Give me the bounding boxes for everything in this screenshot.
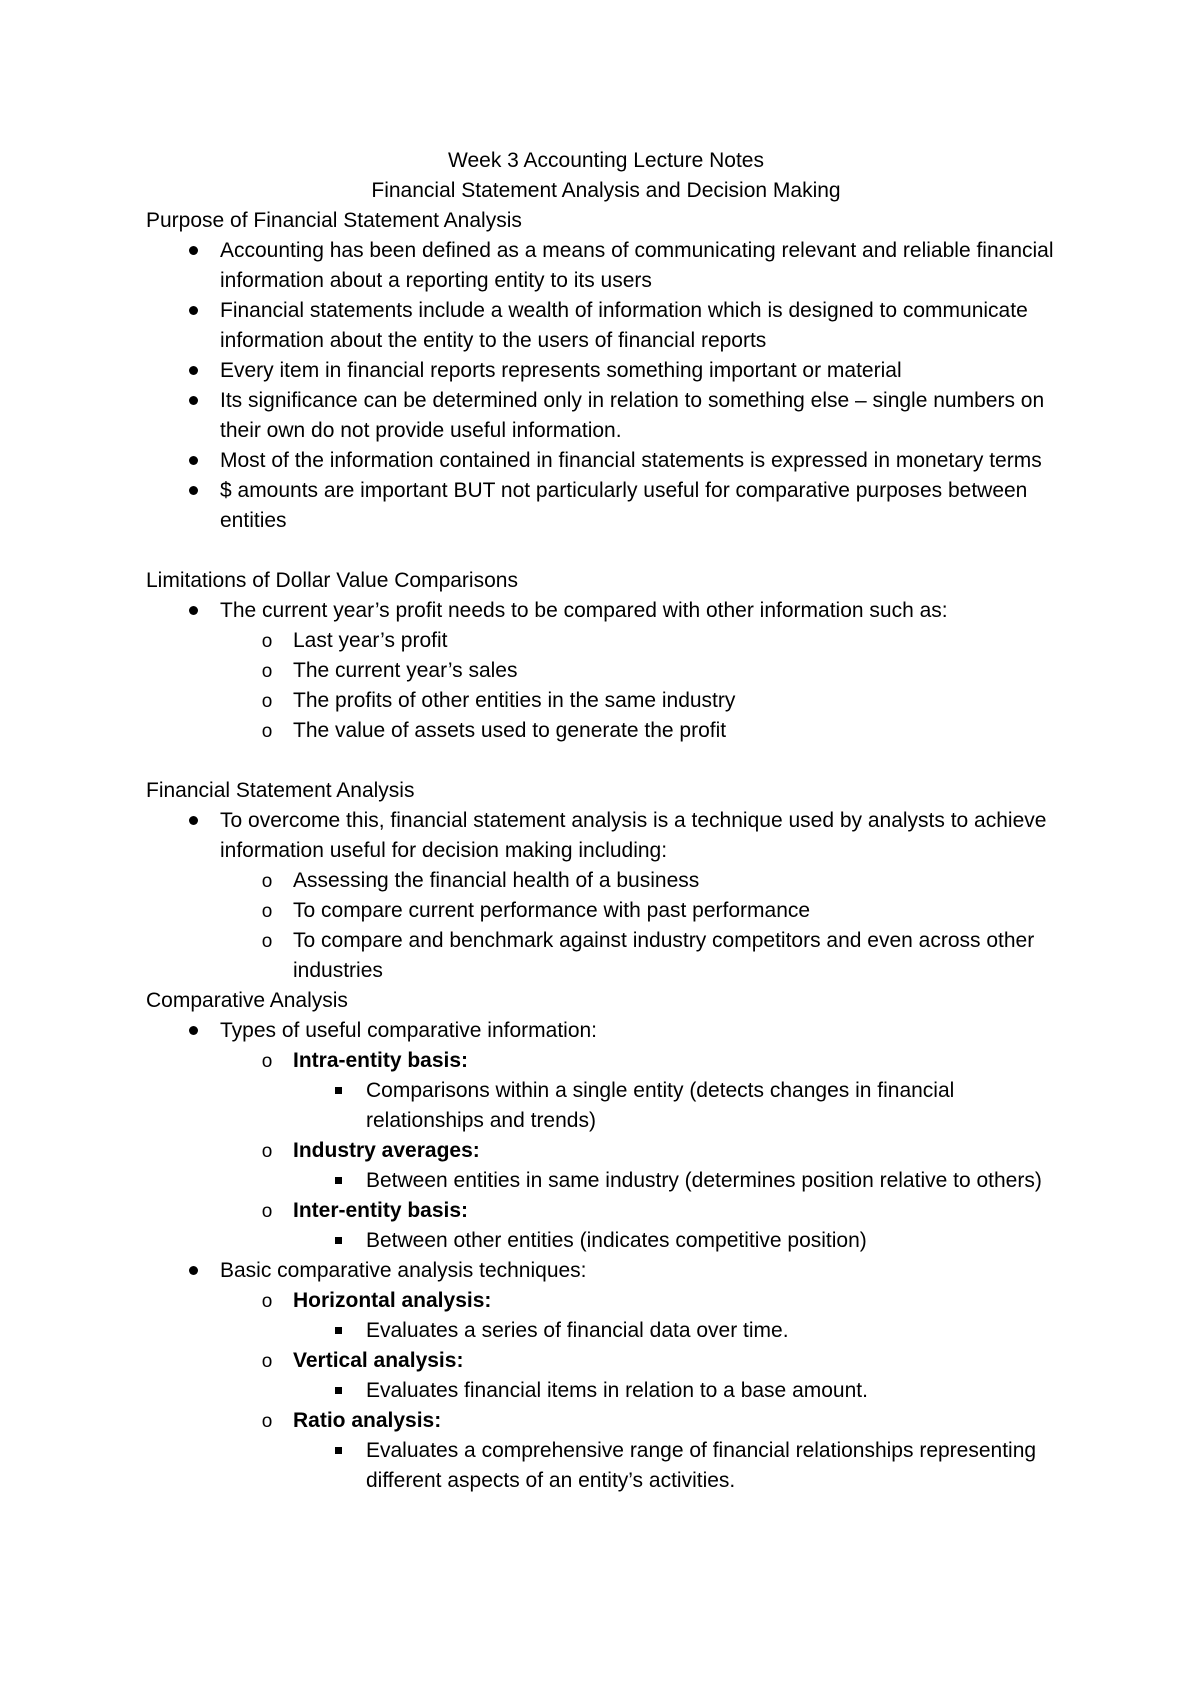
comparative-list bbox=[146, 1016, 1066, 1496]
square-bullet-icon bbox=[335, 1237, 342, 1244]
circle-bullet-icon: o bbox=[261, 661, 273, 682]
square-bullet-icon bbox=[335, 1087, 342, 1094]
detail-list bbox=[293, 1226, 1066, 1256]
circle-bullet-icon: o bbox=[261, 1291, 273, 1312]
circle-bullet-icon: o bbox=[261, 871, 273, 892]
list-item: o Intra-entity basis: Comparisons within a single entity (detects changes in financial relationships and trends) bbox=[220, 1046, 1066, 1136]
circle-bullet-icon: o bbox=[261, 1051, 273, 1072]
list-item: Between other entities (indicates competitive position) bbox=[293, 1226, 1066, 1256]
bullet-icon bbox=[186, 296, 200, 326]
purpose-list bbox=[146, 236, 1066, 536]
spacer bbox=[146, 536, 1066, 566]
detail-list bbox=[293, 1166, 1066, 1196]
circle-bullet-icon: o bbox=[261, 1411, 273, 1432]
bullet-icon bbox=[186, 1016, 200, 1046]
fsa-list bbox=[146, 806, 1066, 986]
detail-list bbox=[293, 1076, 1066, 1136]
list-item: Accounting has been defined as a means of communicating relevant and reliable financial information about a reporting entity to its users bbox=[146, 236, 1066, 296]
bullet-icon bbox=[186, 446, 200, 476]
list-item: o To compare current performance with past performance bbox=[220, 896, 1066, 926]
limitations-list bbox=[146, 596, 1066, 746]
list-item: Evaluates a comprehensive range of financial relationships representing different aspects of an entity’s activities. bbox=[293, 1436, 1066, 1496]
fsa-sublist bbox=[220, 866, 1066, 986]
circle-bullet-icon: o bbox=[261, 1141, 273, 1162]
list-item: o Assessing the financial health of a business bbox=[220, 866, 1066, 896]
square-bullet-icon bbox=[335, 1177, 342, 1184]
list-item: o The current year’s sales bbox=[220, 656, 1066, 686]
bullet-icon bbox=[186, 386, 200, 416]
detail-list bbox=[293, 1436, 1066, 1496]
list-item: The current year’s profit needs to be compared with other information such as: o Last year’s profit o The current year’s sales o The profits of other entities in the same industry o The value of assets used to generate the profit bbox=[146, 596, 1066, 746]
list-item: Comparisons within a single entity (detects changes in financial relationships and trends) bbox=[293, 1076, 1066, 1136]
detail-list bbox=[293, 1316, 1066, 1346]
list-item: Its significance can be determined only in relation to something else – single numbers on their own do not provide useful information. bbox=[146, 386, 1066, 446]
doc-title: Week 3 Accounting Lecture Notes bbox=[448, 149, 764, 172]
heading-fsa: Financial Statement Analysis bbox=[146, 779, 415, 802]
list-item: o Vertical analysis: Evaluates financial items in relation to a base amount. bbox=[220, 1346, 1066, 1406]
list-item: Types of useful comparative information: o Intra-entity basis: Comparisons within a single entity (detects changes in financial relationships and trends) o Industry averages: Between entities in same industry (determines position relative to others) o Inter-entity basis: Between other entities (indicates competitive position) bbox=[146, 1016, 1066, 1256]
bullet-icon bbox=[186, 476, 200, 506]
heading-comparative: Comparative Analysis bbox=[146, 989, 348, 1012]
circle-bullet-icon: o bbox=[261, 631, 273, 652]
list-item: o The value of assets used to generate the profit bbox=[220, 716, 1066, 746]
heading-limitations: Limitations of Dollar Value Comparisons bbox=[146, 569, 518, 592]
circle-bullet-icon: o bbox=[261, 691, 273, 712]
list-item: Financial statements include a wealth of information which is designed to communicate information about the entity to the users of financial reports bbox=[146, 296, 1066, 356]
circle-bullet-icon: o bbox=[261, 721, 273, 742]
techniques-sublist bbox=[220, 1286, 1066, 1496]
heading-purpose: Purpose of Financial Statement Analysis bbox=[146, 209, 522, 232]
list-item: o Industry averages: Between entities in same industry (determines position relative to others) bbox=[220, 1136, 1066, 1196]
list-item: o Inter-entity basis: Between other entities (indicates competitive position) bbox=[220, 1196, 1066, 1256]
list-item: o Ratio analysis: Evaluates a comprehensive range of financial relationships representing different aspects of an entity’s activities. bbox=[220, 1406, 1066, 1496]
square-bullet-icon bbox=[335, 1387, 342, 1394]
types-sublist bbox=[220, 1046, 1066, 1256]
list-item: o The profits of other entities in the same industry bbox=[220, 686, 1066, 716]
list-item: o Last year’s profit bbox=[220, 626, 1066, 656]
limitations-sublist bbox=[220, 626, 1066, 746]
bullet-icon bbox=[186, 806, 200, 836]
list-item: Evaluates a series of financial data over time. bbox=[293, 1316, 1066, 1346]
list-item: Between entities in same industry (determines position relative to others) bbox=[293, 1166, 1066, 1196]
circle-bullet-icon: o bbox=[261, 1351, 273, 1372]
bullet-icon bbox=[186, 1256, 200, 1286]
list-item: Most of the information contained in financial statements is expressed in monetary terms bbox=[146, 446, 1066, 476]
list-item: Basic comparative analysis techniques: o Horizontal analysis: Evaluates a series of financial data over time. o Vertical analysis: Evaluates financial items in relation to a base amount. o Ratio analysis: Evaluates a comprehensive range of financial relationships representing different aspects of an entity’s activities. bbox=[146, 1256, 1066, 1496]
spacer bbox=[146, 746, 1066, 776]
square-bullet-icon bbox=[335, 1447, 342, 1454]
circle-bullet-icon: o bbox=[261, 931, 273, 952]
bullet-icon bbox=[186, 236, 200, 266]
list-item: o To compare and benchmark against industry competitors and even across other industries bbox=[220, 926, 1066, 986]
list-item: $ amounts are important BUT not particularly useful for comparative purposes between entities bbox=[146, 476, 1066, 536]
list-item: To overcome this, financial statement analysis is a technique used by analysts to achieve information useful for decision making including: o Assessing the financial health of a business o To compare current performance with past performance o To compare and benchmark against industry competitors and even across other industries bbox=[146, 806, 1066, 986]
circle-bullet-icon: o bbox=[261, 901, 273, 922]
bullet-icon bbox=[186, 596, 200, 626]
square-bullet-icon bbox=[335, 1327, 342, 1334]
bullet-icon bbox=[186, 356, 200, 386]
list-item: Evaluates financial items in relation to a base amount. bbox=[293, 1376, 1066, 1406]
document-body bbox=[146, 146, 1066, 1496]
list-item: Every item in financial reports represents something important or material bbox=[146, 356, 1066, 386]
list-item: o Horizontal analysis: Evaluates a series of financial data over time. bbox=[220, 1286, 1066, 1346]
circle-bullet-icon: o bbox=[261, 1201, 273, 1222]
doc-subtitle: Financial Statement Analysis and Decision Making bbox=[371, 179, 841, 202]
detail-list bbox=[293, 1376, 1066, 1406]
